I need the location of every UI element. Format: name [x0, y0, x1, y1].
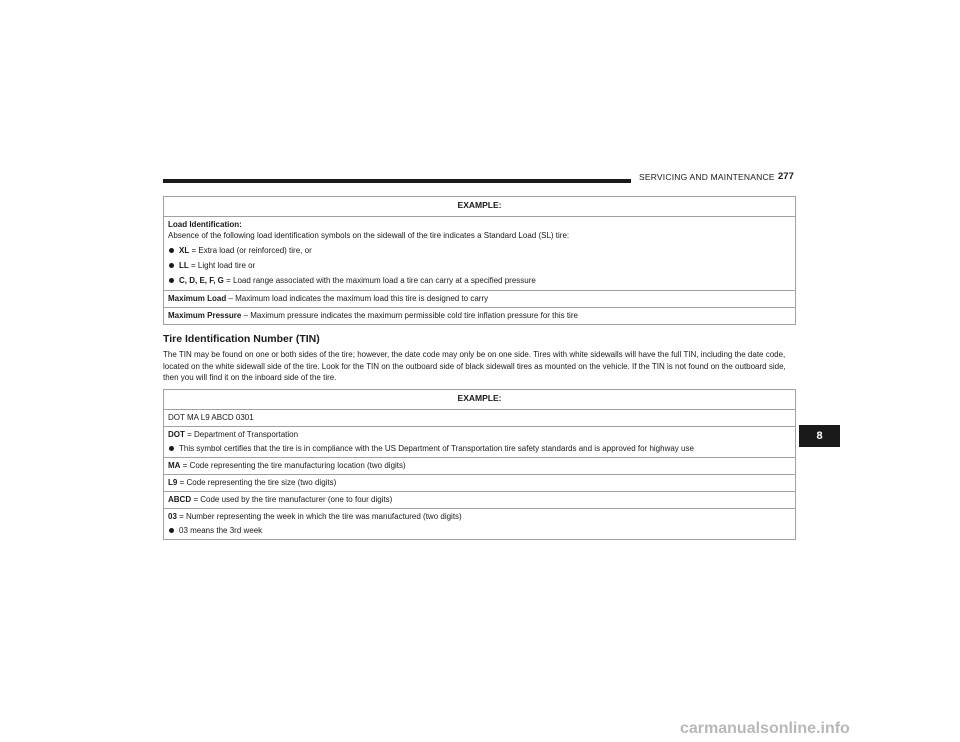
page-number: 277: [778, 171, 794, 182]
section-title: Tire Identification Number (TIN): [163, 333, 320, 345]
ma-text: = Code representing the tire manufacturing location (two digits): [180, 461, 406, 470]
example-code-row: DOT MA L9 ABCD 0301: [164, 410, 795, 427]
running-header-section: SERVICING AND MAINTENANCE: [639, 172, 775, 182]
table-heading: EXAMPLE:: [164, 197, 795, 217]
load-id-desc: Absence of the following load identification symbols on the sidewall of the tire indicates a Standard Load (SL) tire:: [168, 231, 570, 240]
tin-example-table: [163, 389, 796, 540]
l9-text: = Code representing the tire size (two digits): [177, 478, 337, 487]
load-identification-row: [164, 217, 795, 291]
bullet-icon: [169, 278, 174, 283]
dot-text: = Department of Transportation: [184, 430, 299, 439]
list-item: [168, 275, 791, 286]
load-example-table: [163, 196, 796, 325]
dot-term: DOT: [168, 430, 185, 439]
abcd-term: ABCD: [168, 495, 192, 504]
maximum-pressure-row: [164, 308, 795, 324]
bullet-term: XL: [179, 246, 190, 255]
list-item: [168, 525, 791, 536]
bullet-text: 03 means the 3rd week: [179, 526, 263, 535]
table-heading: EXAMPLE:: [164, 390, 795, 410]
section-paragraph: The TIN may be found on one or both sides of the tire; however, the date code may only be on one side. Tires with white sidewalls will have the full TIN, including the date code, located on the white sidewall side of the tire. Look for the TIN on the outboard side of black sidewall tires as mounted on the vehicle. If the TIN is not found on the outboard side, then you will find it on the inboard side of the tire.: [163, 350, 786, 382]
week-row: [164, 509, 795, 539]
max-load-term: Maximum Load: [168, 294, 227, 303]
list-item: [168, 260, 791, 271]
bullet-icon: [169, 248, 174, 253]
bullet-text: = Load range associated with the maximum load a tire can carry at a specified pressure: [223, 276, 536, 285]
abcd-text: = Code used by the tire manufacturer (one to four digits): [191, 495, 393, 504]
maximum-load-row: [164, 291, 795, 308]
ma-term: MA: [168, 461, 181, 470]
dot-row: [164, 427, 795, 458]
week-text: = Number representing the week in which the tire was manufactured (two digits): [176, 512, 462, 521]
l9-row: [164, 475, 795, 492]
max-pressure-text: – Maximum pressure indicates the maximum permissible cold tire inflation pressure for this tire: [241, 311, 578, 320]
bullet-text: This symbol certifies that the tire is in compliance with the US Department of Transportation tire safety standards and is approved for highway use: [179, 444, 694, 453]
chapter-tab: 8: [799, 425, 840, 447]
bullet-term: C, D, E, F, G: [179, 276, 224, 285]
bullet-icon: [169, 263, 174, 268]
bullet-text: = Light load tire or: [188, 261, 256, 270]
bullet-icon: [169, 528, 174, 533]
list-item: [168, 443, 791, 454]
bullet-term: LL: [179, 261, 189, 270]
week-term: 03: [168, 512, 177, 521]
watermark: carmanualsonline.info: [680, 720, 850, 737]
list-item: [168, 245, 791, 256]
abcd-row: [164, 492, 795, 509]
max-pressure-term: Maximum Pressure: [168, 311, 242, 320]
max-load-text: – Maximum load indicates the maximum load this tire is designed to carry: [226, 294, 489, 303]
bullet-icon: [169, 446, 174, 451]
load-id-title: Load Identification:: [168, 220, 242, 229]
ma-row: [164, 458, 795, 475]
l9-term: L9: [168, 478, 178, 487]
bullet-text: = Extra load (or reinforced) tire, or: [189, 246, 312, 255]
header-rule: [163, 179, 631, 183]
